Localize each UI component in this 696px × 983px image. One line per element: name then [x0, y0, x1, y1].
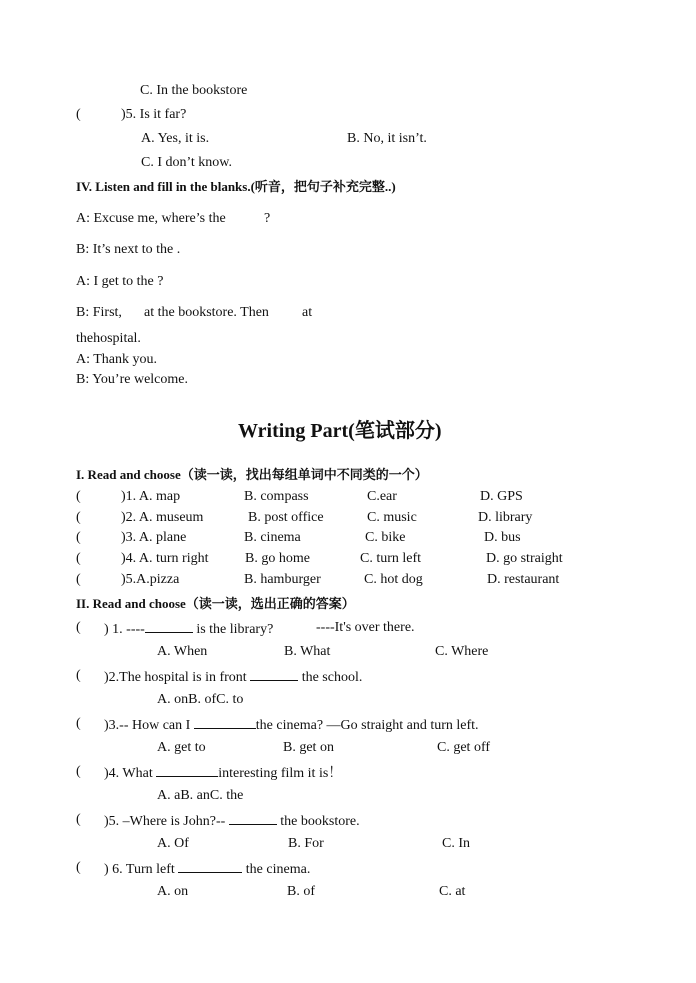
- s2-q3-option-c: C. get off: [437, 740, 491, 755]
- s1-row3-b: B. cinema: [244, 530, 301, 545]
- s1-row5-d: D. restaurant: [487, 572, 560, 587]
- dialog-line5: thehospital.: [76, 331, 141, 346]
- s1-row5-c: C. hot dog: [364, 572, 423, 587]
- dialog-line4c: at: [302, 305, 313, 320]
- q5-option-b: B. No, it isn’t.: [347, 131, 427, 146]
- s2-q5-stem: )5. –Where is John?-- the bookstore.: [104, 814, 360, 829]
- dialog-line4b: at the bookstore. Then: [144, 305, 269, 320]
- s2-q6-paren: (: [76, 860, 81, 875]
- s2-q1-stem: ) 1. ---- is the library?: [104, 622, 274, 637]
- q5-option-a: A. Yes, it is.: [141, 131, 210, 146]
- dialog-line4a: B: First,: [76, 305, 122, 320]
- q5-paren: (: [76, 107, 81, 122]
- s2-q1-option-a: A. When: [157, 644, 208, 659]
- s1-row1-a: )1. A. map: [121, 489, 181, 504]
- s1-row1-d: D. GPS: [480, 489, 523, 504]
- s2-q1-option-b: B. What: [284, 644, 331, 659]
- s2-q4-paren: (: [76, 764, 81, 779]
- section4-heading: IV. Listen and fill in the blanks.(听音，把句子补充完整..): [76, 179, 396, 194]
- s1-row2-paren: (: [76, 510, 81, 525]
- dialog-line2: B: It’s next to the .: [76, 242, 181, 257]
- s1-row4-d: D. go straight: [486, 551, 563, 566]
- section1-heading: I. Read and choose（读一读，找出每组单词中不同类的一个）: [76, 467, 428, 482]
- s1-row3-a: )3. A. plane: [121, 530, 187, 545]
- s1-row2-d: D. library: [478, 510, 533, 525]
- s1-row2-c: C. music: [367, 510, 417, 525]
- s2-q3-stem: )3.-- How can I the cinema? —Go straight and turn left.: [104, 718, 479, 733]
- s2-q6-option-b: B. of: [287, 884, 315, 899]
- s1-row4-b: B. go home: [245, 551, 310, 566]
- section2-heading: II. Read and choose（读一读，选出正确的答案）: [76, 596, 355, 611]
- dialog-line1a: A: Excuse me, where’s the: [76, 211, 226, 226]
- s2-q5-paren: (: [76, 812, 81, 827]
- s1-row5-a: )5.A.pizza: [121, 572, 180, 587]
- s2-q6-option-c: C. at: [439, 884, 466, 899]
- s2-q2-paren: (: [76, 668, 81, 683]
- q4-option-c: C. In the bookstore: [140, 83, 248, 98]
- s2-q1-option-c: C. Where: [435, 644, 489, 659]
- s1-row2-a: )2. A. museum: [121, 510, 204, 525]
- s1-row1-b: B. compass: [244, 489, 309, 504]
- dialog-line3: A: I get to the ?: [76, 274, 164, 289]
- s1-row1-c: C.ear: [367, 489, 397, 504]
- writing-part-title: Writing Part(笔试部分): [238, 420, 442, 442]
- s1-row5-b: B. hamburger: [244, 572, 321, 587]
- s2-q4-options: A. aB. anC. the: [157, 788, 244, 803]
- dialog-line7: B: You’re welcome.: [76, 372, 188, 387]
- s2-q2-options: A. onB. ofC. to: [157, 692, 244, 707]
- s1-row1-paren: (: [76, 489, 81, 504]
- s2-q3-option-b: B. get on: [283, 740, 334, 755]
- s1-row4-paren: (: [76, 551, 81, 566]
- s2-q4-stem: )4. What interesting film it is！: [104, 766, 343, 781]
- s2-q1-paren: (: [76, 620, 81, 635]
- s1-row3-d: D. bus: [484, 530, 521, 545]
- s2-q3-option-a: A. get to: [157, 740, 206, 755]
- s1-row4-a: )4. A. turn right: [121, 551, 209, 566]
- s2-q6-stem: ) 6. Turn left the cinema.: [104, 862, 311, 877]
- s1-row2-b: B. post office: [248, 510, 324, 525]
- s1-row3-paren: (: [76, 530, 81, 545]
- s2-q6-option-a: A. on: [157, 884, 189, 899]
- dialog-line6: A: Thank you.: [76, 352, 158, 367]
- s2-q5-option-c: C. In: [442, 836, 470, 851]
- dialog-line1b: ?: [264, 211, 271, 226]
- q5-option-c: C. I don’t know.: [141, 155, 232, 170]
- s2-q3-paren: (: [76, 716, 81, 731]
- s1-row4-c: C. turn left: [360, 551, 422, 566]
- s2-q2-stem: )2.The hospital is in front the school.: [104, 670, 363, 685]
- s1-row3-c: C. bike: [365, 530, 406, 545]
- s2-q1-answer: ----It's over there.: [316, 620, 415, 635]
- q5-question: )5. Is it far?: [121, 107, 187, 122]
- s2-q5-option-b: B. For: [288, 836, 324, 851]
- s2-q5-option-a: A. Of: [157, 836, 189, 851]
- s1-row5-paren: (: [76, 572, 81, 587]
